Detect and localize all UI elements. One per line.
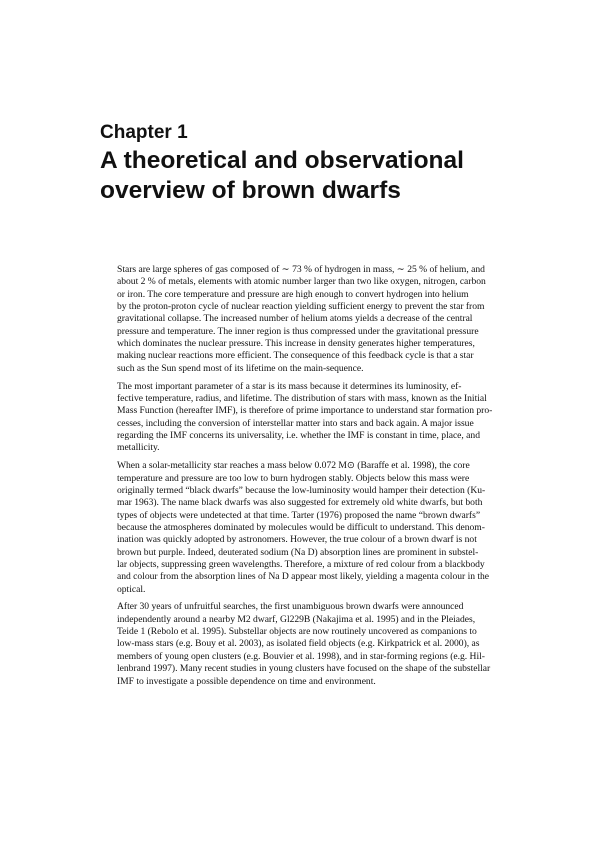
paragraph-line: such as the Sun spend most of its lifetime on the main-sequence.	[117, 362, 364, 374]
paragraph-line: brown but purple. Indeed, deuterated sodium (Na D) absorption lines are prominent in substel-	[117, 546, 479, 558]
paragraph-line: cesses, including the conversion of interstellar matter into stars and back again. A major issue	[117, 417, 474, 429]
paragraph-line: Teide 1 (Rebolo et al. 1995). Substellar objects are now routinely uncovered as companions to	[117, 626, 477, 638]
paragraph-line: ination was quickly adopted by astronomers. However, the true colour of a brown dwarf is not	[117, 534, 477, 546]
paragraph-line: lar objects, suppressing green wavelengths. Therefore, a mixture of red colour from a blackbody	[117, 558, 485, 570]
paragraph-line: because the atmospheres dominated by molecules would be difficult to understand. This denom-	[117, 521, 485, 533]
paragraph-line: which dominates the nuclear pressure. This increase in density generates higher temperatures,	[117, 338, 475, 350]
chapter-title-line: overview of brown dwarfs	[100, 177, 401, 204]
paragraph-line: Mass Function (hereafter IMF), is therefore of prime importance to understand star formation pro-	[117, 405, 493, 417]
paragraph-line: independently around a nearby M2 dwarf, Gl229B (Nakajima et al. 1995) and in the Pleiades,	[117, 613, 476, 625]
paragraph-line: pressure and temperature. The inner region is thus compressed under the gravitational pressure	[117, 325, 479, 337]
paragraph-line: gravitational collapse. The increased number of helium atoms yields a decrease of the central	[117, 313, 473, 325]
paragraph	[100, 460, 525, 596]
chapter-title-line: A theoretical and observational	[100, 147, 464, 174]
body-text	[100, 264, 525, 693]
paragraph-line: When a solar-metallicity star reaches a mass below 0.072 M⊙ (Baraffe et al. 1998), the core	[117, 460, 470, 472]
paragraph-line: Stars are large spheres of gas composed of ∼ 73 % of hydrogen in mass, ∼ 25 % of helium, and	[117, 264, 485, 275]
paragraph-line: or iron. The core temperature and pressure are high enough to convert hydrogen into helium	[117, 288, 469, 300]
paragraph-line: After 30 years of unfruitful searches, the first unambiguous brown dwarfs were announced	[117, 601, 464, 613]
paragraph	[100, 601, 525, 687]
paragraph-line: optical.	[117, 583, 146, 595]
paragraph-line: lenbrand 1997). Many recent studies in young clusters have focused on the shape of the substellar	[117, 663, 491, 675]
paragraph	[100, 264, 525, 375]
paragraph-line: about 2 % of metals, elements with atomic number larger than two like oxygen, nitrogen, carbon	[117, 276, 486, 288]
paragraph-line: regarding the IMF concerns its universality, i.e. whether the IMF is constant in time, place, and	[117, 429, 480, 441]
chapter-title	[100, 146, 520, 206]
paragraph-line: temperature and pressure are too low to burn hydrogen stably. Objects below this mass were	[117, 472, 470, 484]
paragraph-line: The most important parameter of a star is its mass because it determines its luminosity, ef-	[117, 380, 462, 392]
paragraph-line: low-mass stars (e.g. Bouy et al. 2003), as isolated field objects (e.g. Kirkpatrick et al. 2000), as	[117, 638, 480, 650]
paragraph-line: IMF to investigate a possible dependence on time and environment.	[117, 675, 376, 687]
paragraph-line: mar 1963). The name black dwarfs was also suggested for extremely old white dwarfs, but both	[117, 497, 483, 509]
paragraph-line: by the proton-proton cycle of nuclear reaction yielding sufficient energy to prevent the star from	[117, 301, 485, 313]
paragraph-line: and colour from the absorption lines of Na D appear most likely, yielding a magenta colour in the	[117, 571, 490, 583]
paragraph-line: types of objects were undetected at that time. Tarter (1976) proposed the name “brown dwarfs”	[117, 509, 481, 521]
paragraph-line: making nuclear reactions more efficient. The consequence of this feedback cycle is that a star	[117, 350, 474, 362]
paragraph-line: members of young open clusters (e.g. Bouvier et al. 1998), and in star-forming regions (e.g. Hil-	[117, 650, 485, 662]
paragraph-line: metallicity.	[117, 442, 160, 454]
paragraph-line: fective temperature, radius, and lifetime. The distribution of stars with mass, known as the Initial	[117, 392, 487, 404]
paragraph-line: originally termed “black dwarfs” because the low-luminosity would hamper their detection (Ku-	[117, 484, 486, 496]
paragraph	[100, 381, 525, 455]
chapter-label: Chapter 1	[100, 122, 188, 143]
